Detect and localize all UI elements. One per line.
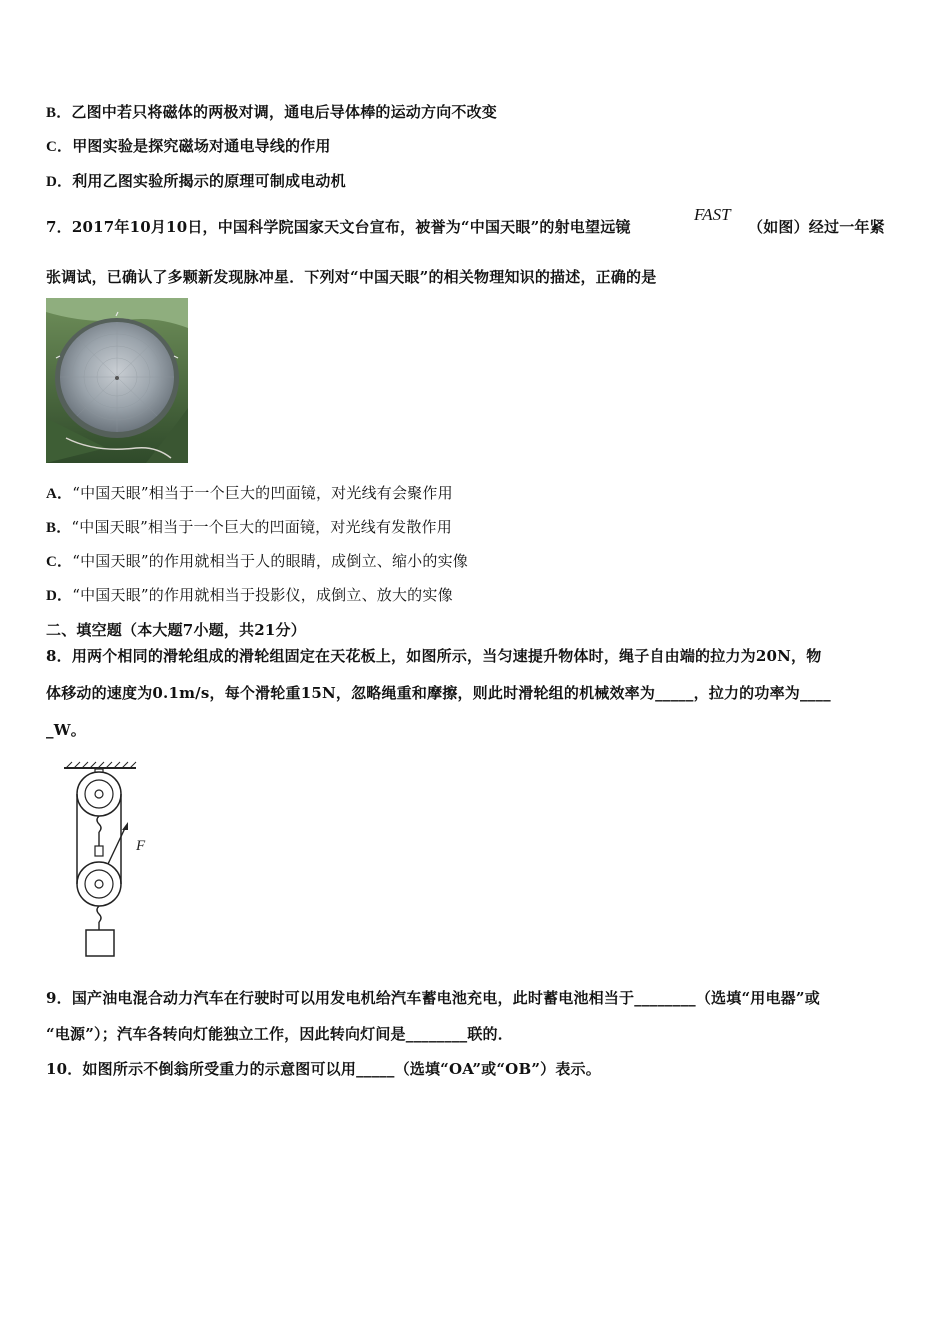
q7-stem-line1-end: （如图）经过一年紧 <box>748 218 885 236</box>
q7-option-c <box>46 551 468 572</box>
q6-option-d-letter: D． <box>46 174 73 190</box>
pulley-force-label: F <box>136 838 146 854</box>
q6-option-c <box>46 136 331 157</box>
q7-stem-line1 <box>46 217 631 237</box>
q7-stem-line1-text: 7．2017年10月10日，中国科学院国家天文台宣布，被誉为“中国天眼”的射电望远镜 <box>46 218 631 236</box>
q7-option-a-text: “中国天眼”相当于一个巨大的凹面镜，对光线有会聚作用 <box>72 484 453 502</box>
q6-option-c-letter: C． <box>46 139 73 155</box>
fast-telescope-photo <box>46 298 188 463</box>
q8-line2: 体移动的速度为0.1m/s，每个滑轮重15N，忽略绳重和摩擦，则此时滑轮组的机械效率为_____，拉力的功率为____ <box>46 684 831 702</box>
section-heading: 二、填空题（本大题7小题，共21分） <box>46 621 306 639</box>
q7-option-a <box>46 483 453 504</box>
q7-option-d-text: “中国天眼”的作用就相当于投影仪，成倒立、放大的实像 <box>72 586 453 604</box>
pulley-diagram <box>58 760 158 960</box>
q9-line2: “电源”）；汽车各转向灯能独立工作，因此转向灯间是________联的． <box>46 1025 513 1043</box>
q7-option-c-letter: C． <box>46 554 73 570</box>
q6-option-b-text: 乙图中若只将磁体的两极对调，通电后导体棒的运动方向不改变 <box>71 103 498 121</box>
q7-option-b <box>46 517 452 538</box>
q7-option-d <box>46 585 453 606</box>
q7-stem-line2: 张调试，已确认了多颗新发现脉冲星．下列对“中国天眼”的相关物理知识的描述，正确的是 <box>46 268 657 286</box>
q7-option-c-text: “中国天眼”的作用就相当于人的眼睛，成倒立、缩小的实像 <box>72 552 468 570</box>
q9-line1: 9．国产油电混合动力汽车在行驶时可以用发电机给汽车蓄电池充电，此时蓄电池相当于________（选填“用电器”或 <box>46 989 820 1007</box>
q7-option-b-letter: B． <box>46 520 72 536</box>
q8-line3: _W。 <box>46 721 86 739</box>
q8-line1: 8．用两个相同的滑轮组成的滑轮组固定在天花板上，如图所示，当匀速提升物体时，绳子自由端的拉力为20N，物 <box>46 647 822 665</box>
q10-line1: 10．如图所示不倒翁所受重力的示意图可以用_____（选填“OA”或“OB”）表示。 <box>46 1060 601 1078</box>
q6-option-c-text: 甲图实验是探究磁场对通电导线的作用 <box>72 137 331 155</box>
q6-option-b <box>46 102 497 123</box>
q7-option-d-letter: D． <box>46 588 73 604</box>
q6-option-d-text: 利用乙图实验所揭示的原理可制成电动机 <box>72 172 346 190</box>
q7-option-b-text: “中国天眼”相当于一个巨大的凹面镜，对光线有发散作用 <box>71 518 452 536</box>
q7-fast-label: FAST <box>694 205 731 224</box>
q6-option-d <box>46 171 346 192</box>
q7-option-a-letter: A． <box>46 486 73 502</box>
q6-option-b-letter: B． <box>46 105 72 121</box>
